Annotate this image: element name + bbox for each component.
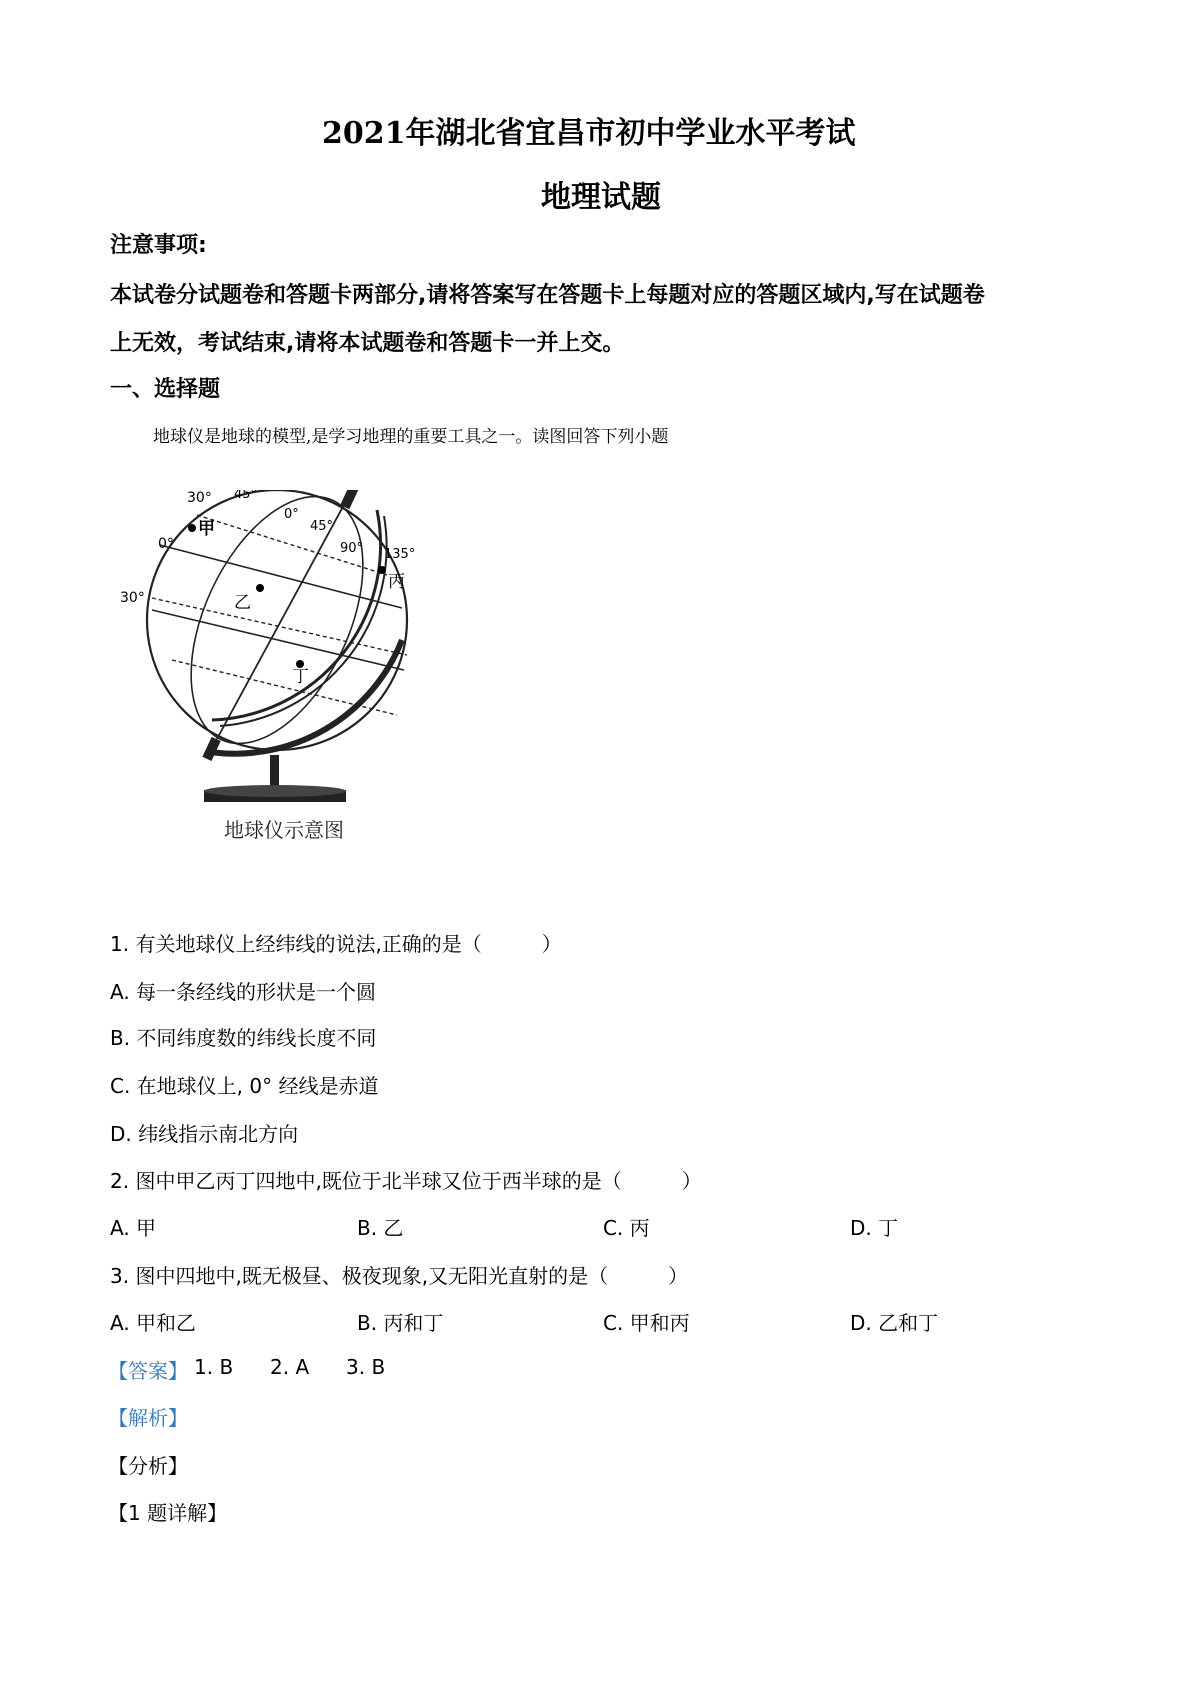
answer-item-3: 3. B: [346, 1355, 386, 1379]
question-2-stem: 2. 图中甲乙丙丁四地中,既位于北半球又位于西半球的是（ ）: [110, 1169, 702, 1193]
question-2-option-a: A. 甲: [110, 1216, 157, 1240]
page-subtitle: 地理试题: [541, 180, 661, 215]
lon-45-label-a: 45°: [234, 490, 258, 502]
lon-90-label: 90°: [340, 541, 364, 556]
question-intro: 地球仪是地球的模型,是学习地理的重要工具之一。读图回答下列小题: [153, 427, 669, 447]
globe-figure: [112, 490, 452, 860]
lon-45-label-b: 45°: [310, 519, 334, 534]
point-bing-label: 丙: [388, 572, 405, 592]
question-2-option-d: D. 丁: [850, 1216, 899, 1240]
globe-diagram: [112, 490, 452, 860]
question-1-option-b: B. 不同纬度数的纬线长度不同: [110, 1026, 377, 1050]
question-3-option-b: B. 丙和丁: [357, 1311, 444, 1335]
answer-item-2: 2. A: [270, 1355, 310, 1379]
answer-label: 【答案】: [108, 1359, 188, 1383]
lat-30-left-label: 30°: [120, 590, 145, 606]
point-jia-label: 甲: [198, 519, 215, 539]
page-title: 2021年湖北省宜昌市初中学业水平考试: [322, 116, 856, 151]
lon-135-label: 135°: [384, 547, 416, 562]
point-yi-label: 乙: [234, 593, 251, 613]
section-heading: 一、选择题: [110, 377, 221, 402]
equator-0-label: 0°: [158, 536, 174, 552]
figure-caption: 地球仪示意图: [224, 818, 344, 842]
point-ding-label: 丁: [292, 667, 309, 687]
question-1-option-a: A. 每一条经线的形状是一个圆: [110, 980, 377, 1004]
question-1-option-d: D. 纬线指示南北方向: [110, 1122, 299, 1146]
question-3-option-c: C. 甲和丙: [603, 1311, 690, 1335]
answer-item-1: 1. B: [194, 1355, 234, 1379]
lon-0-label: 0°: [284, 507, 299, 522]
fenxi-label: 【分析】: [108, 1454, 188, 1478]
question-1-detail-label: 【1 题详解】: [108, 1501, 228, 1525]
analysis-label: 【解析】: [108, 1406, 188, 1430]
question-1-stem: 1. 有关地球仪上经纬线的说法,正确的是（ ）: [110, 932, 562, 956]
notice-line-2: 上无效，考试结束,请将本试题卷和答题卡一并上交。: [110, 331, 625, 356]
notice-line-1: 本试卷分试题卷和答题卡两部分,请将答案写在答题卡上每题对应的答题区域内,写在试题卷: [110, 283, 985, 308]
notice-heading: 注意事项:: [110, 233, 207, 258]
question-3-stem: 3. 图中四地中,既无极昼、极夜现象,又无阳光直射的是（ ）: [110, 1264, 689, 1288]
question-2-option-c: C. 丙: [603, 1216, 650, 1240]
question-2-option-b: B. 乙: [357, 1216, 404, 1240]
lat-30-top-label: 30°: [187, 490, 212, 506]
question-3-option-d: D. 乙和丁: [850, 1311, 939, 1335]
question-3-option-a: A. 甲和乙: [110, 1311, 197, 1335]
question-1-option-c: C. 在地球仪上, 0° 经线是赤道: [110, 1074, 379, 1098]
